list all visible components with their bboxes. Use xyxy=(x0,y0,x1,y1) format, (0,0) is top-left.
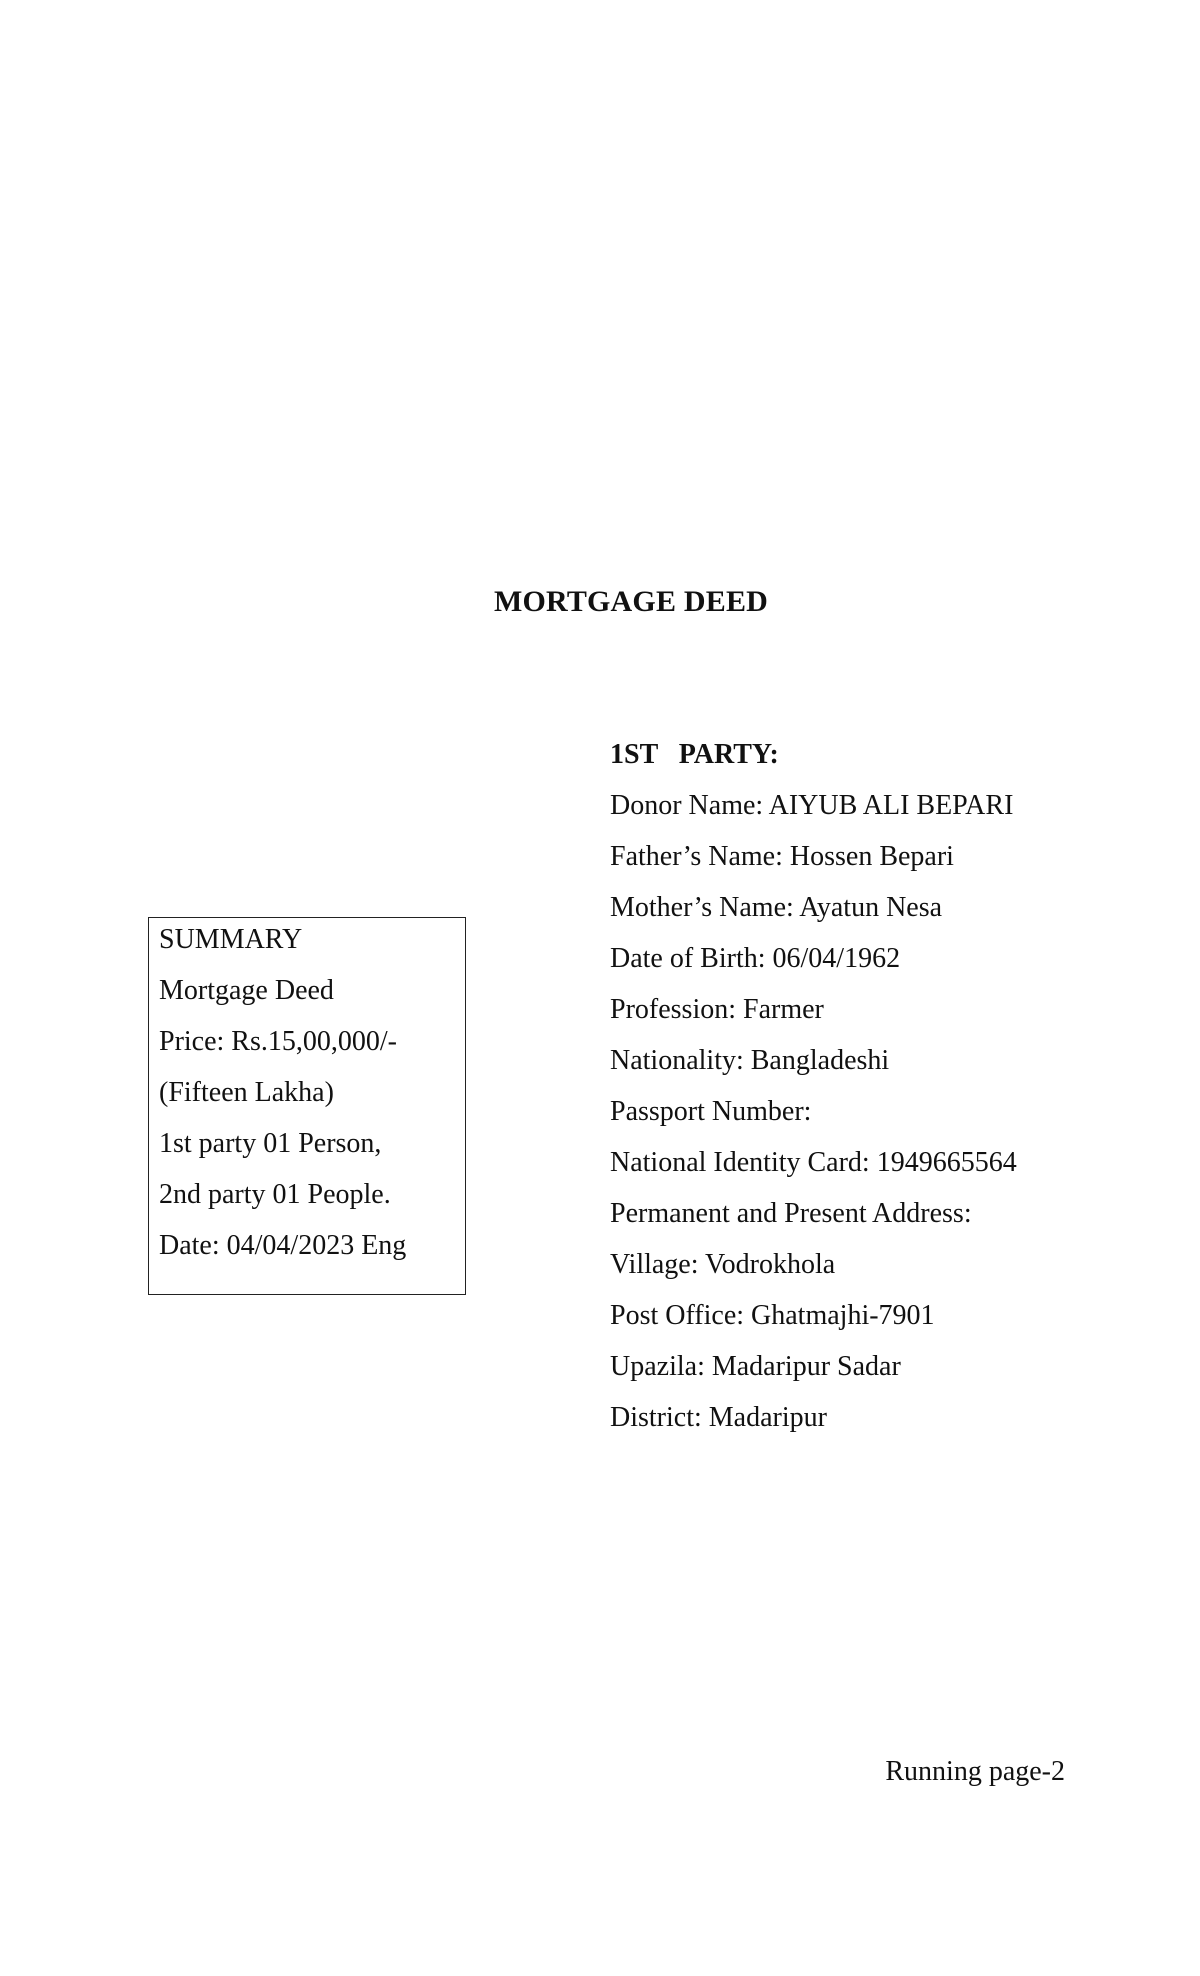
donor-name: Donor Name: AIYUB ALI BEPARI xyxy=(610,790,1014,821)
address-heading: Permanent and Present Address: xyxy=(610,1198,972,1229)
village: Village: Vodrokhola xyxy=(610,1249,836,1280)
running-page-number: Running page-2 xyxy=(885,1756,1065,1787)
profession: Profession: Farmer xyxy=(610,994,824,1025)
first-party-section xyxy=(610,729,1170,1443)
nationality: Nationality: Bangladeshi xyxy=(610,1045,890,1076)
summary-date: Date: 04/04/2023 Eng xyxy=(159,1230,407,1261)
summary-box xyxy=(148,917,466,1295)
date-of-birth: Date of Birth: 06/04/1962 xyxy=(610,943,901,974)
summary-price: Price: Rs.15,00,000/- xyxy=(159,1026,397,1057)
post-office: Post Office: Ghatmajhi-7901 xyxy=(610,1300,935,1331)
national-id: National Identity Card: 1949665564 xyxy=(610,1147,1017,1178)
summary-first-party-count: 1st party 01 Person, xyxy=(159,1128,382,1159)
summary-price-words: (Fifteen Lakha) xyxy=(159,1077,334,1108)
upazila: Upazila: Madaripur Sadar xyxy=(610,1351,901,1382)
document-title: MORTGAGE DEED xyxy=(493,585,769,618)
mother-name: Mother’s Name: Ayatun Nesa xyxy=(610,892,943,923)
father-name: Father’s Name: Hossen Bepari xyxy=(610,841,954,872)
district: District: Madaripur xyxy=(610,1402,827,1433)
first-party-heading: 1ST PARTY: xyxy=(610,739,779,770)
summary-deed-type: Mortgage Deed xyxy=(159,975,334,1006)
summary-heading: SUMMARY xyxy=(159,924,303,955)
passport-number: Passport Number: xyxy=(610,1096,812,1127)
summary-second-party-count: 2nd party 01 People. xyxy=(159,1179,391,1210)
